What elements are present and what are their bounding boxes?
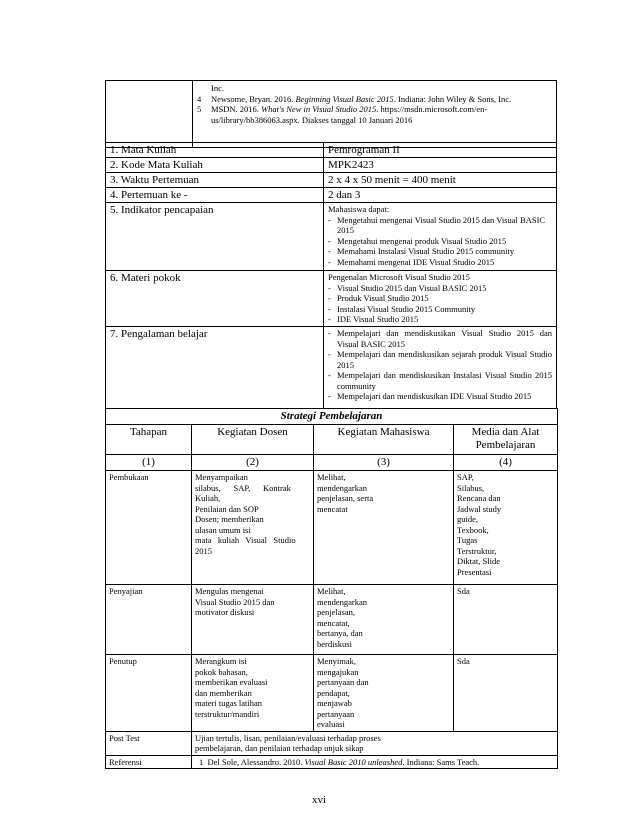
reference-author: Del Sole, Alessandro. 2010. <box>207 756 305 767</box>
post-test-label: Post Test <box>106 731 192 755</box>
reference-number <box>197 115 211 126</box>
info-value: Pemrograman II <box>324 143 557 158</box>
list-item: - Memahami Instalasi Visual Studio 2015 community <box>328 246 515 256</box>
reference-publisher: . Indiana: Sams Teach. <box>402 756 480 767</box>
column-header: Kegiatan Mahasiswa <box>314 425 454 455</box>
column-header: Media dan Alat Pembelajaran <box>454 425 558 455</box>
list-item: - Mengetahui mengenai produk Visual Studio 2015 <box>328 235 507 246</box>
list-item: - Instalasi Visual Studio 2015 Community <box>328 303 476 314</box>
references-continued-table <box>105 80 557 148</box>
media-cell: Sda <box>454 585 558 655</box>
tahap-cell: Pembukaan <box>106 471 192 585</box>
strategy-title: Strategi Pembelajaran <box>106 409 558 425</box>
info-value: 2 dan 3 <box>324 188 557 203</box>
materi-intro: Pengenalan Microsoft Visual Studio 2015 <box>328 272 470 282</box>
dosen-cell: Mengulas mengenai Visual Studio 2015 dan motivator diskusi <box>192 585 314 655</box>
referensi-cell <box>192 755 558 769</box>
table-row <box>106 655 558 732</box>
strategy-table <box>105 408 558 769</box>
column-number: (1) <box>106 455 192 471</box>
reference-number: 5 <box>197 104 202 114</box>
column-header: Tahapan <box>106 425 192 455</box>
list-item: - Mempelajari dan mendiskusikan Visual Studio 2015 dan Visual BASIC 2015 <box>328 328 552 349</box>
empty-cell <box>106 81 193 148</box>
list-item: - Mempelajari dan mendiskusikan IDE Visual Studio 2015 <box>328 391 532 401</box>
reference-title: Beginning Visual Basic 2015 <box>295 93 394 104</box>
referensi-label: Referensi <box>106 755 192 769</box>
reference-line <box>197 115 552 126</box>
list-item: - Mempelajari dan mendiskusikan Instalasi Visual Studio 2015 community <box>328 370 552 391</box>
list-item: - Mempelajari dan mendiskusikan sejarah produk Visual Studio 2015 <box>328 349 552 370</box>
info-label: 6. Materi pokok <box>106 271 324 327</box>
post-test-row <box>106 731 558 755</box>
column-number: (4) <box>454 455 558 471</box>
info-label: 3. Waktu Pertemuan <box>106 173 324 188</box>
list-item: - Visual Studio 2015 dan Visual BASIC 2015 <box>328 282 487 293</box>
materi-cell <box>324 271 557 327</box>
reference-line <box>197 94 552 105</box>
media-cell: SAP, Silabus, Rencana dan Jadwal study guide, Texbook, Tugas Terstruktur, Diktat, Slide Presentasi <box>454 471 558 585</box>
info-value: MPK2423 <box>324 158 557 173</box>
list-item: - Mengetahui mengenai Visual Studio 2015 dan Visual BASIC 2015 <box>328 214 546 235</box>
mahasiswa-cell: Menyimak, mengajukan pertanyaan dan pendapat, menjawab pertanyaan evaluasi <box>314 655 454 732</box>
list-item: - Produk Visual Studio 2015 <box>328 293 429 303</box>
reference-url: . https://msdn.microsoft.com/en- <box>376 104 488 114</box>
table-row <box>106 585 558 655</box>
media-cell: Sda <box>454 655 558 732</box>
dosen-cell: Merangkum isi pokok bahasan, memberikan evaluasi dan memberikan materi tugas latihan terstruktur/mandiri <box>192 655 314 732</box>
reference-line <box>197 104 552 115</box>
references-cell <box>193 81 557 148</box>
course-info-table <box>105 142 557 409</box>
info-value: 2 x 4 x 50 menit = 400 menit <box>324 173 557 188</box>
mahasiswa-cell: Melihat, mendengarkan penjelasan, mencatat, bertanya, dan berdiskusi <box>314 585 454 655</box>
reference-author: MSDN. 2016. <box>211 104 262 114</box>
dosen-cell: Menyampaikan silabus, SAP, Kontrak Kuliah, Penilaian dan SOP Dosen; memberikan ulasan umum isi mata kuliah Visual Studio 2015 <box>192 471 314 585</box>
info-label: 5. Indikator pencapaian <box>106 203 324 271</box>
pengalaman-cell <box>324 327 557 409</box>
list-item: - IDE Visual Studio 2015 <box>328 314 419 324</box>
indikator-intro: Mahasiswa dapat: <box>328 204 390 214</box>
post-test-cell: Ujian tertulis, lisan, penilaian/evaluasi terhadap proses pembelajaran, dan penilaian terhadap unjuk sikap <box>192 731 558 755</box>
reference-line <box>197 83 552 94</box>
column-number: (3) <box>314 455 454 471</box>
reference-author: Newsome, Bryan. 2016. <box>211 93 296 104</box>
info-label: 2. Kode Mata Kuliah <box>106 158 324 173</box>
info-label: 4. Pertemuan ke - <box>106 188 324 203</box>
info-label: 1. Mata Kuliah <box>106 143 324 158</box>
reference-number: 1 <box>199 756 204 767</box>
indikator-cell <box>324 203 557 271</box>
reference-text: Inc. <box>211 83 224 93</box>
reference-text: us/library/bb386063.aspx. Diakses tanggal 10 Januari 2016 <box>211 114 413 125</box>
referensi-row <box>106 755 558 769</box>
column-header: Kegiatan Dosen <box>192 425 314 455</box>
reference-title: What's New in Visual Studio 2015 <box>261 104 377 114</box>
reference-number: 4 <box>197 93 202 104</box>
reference-number <box>197 83 211 94</box>
tahap-cell: Penutup <box>106 655 192 732</box>
column-number: (2) <box>192 455 314 471</box>
page-number: xvi <box>311 794 327 806</box>
tahap-cell: Penyajian <box>106 585 192 655</box>
table-row <box>106 471 558 585</box>
mahasiswa-cell: Melihat, mendengarkan penjelasan, serta mencatat <box>314 471 454 585</box>
reference-title: Visual Basic 2010 unleashed <box>304 756 403 767</box>
info-label: 7. Pengalaman belajar <box>106 327 324 409</box>
list-item: - Memahami mengenai IDE Visual Studio 2015 <box>328 256 495 267</box>
reference-publisher: . Indiana: John Wiley & Sons, Inc. <box>393 93 512 104</box>
